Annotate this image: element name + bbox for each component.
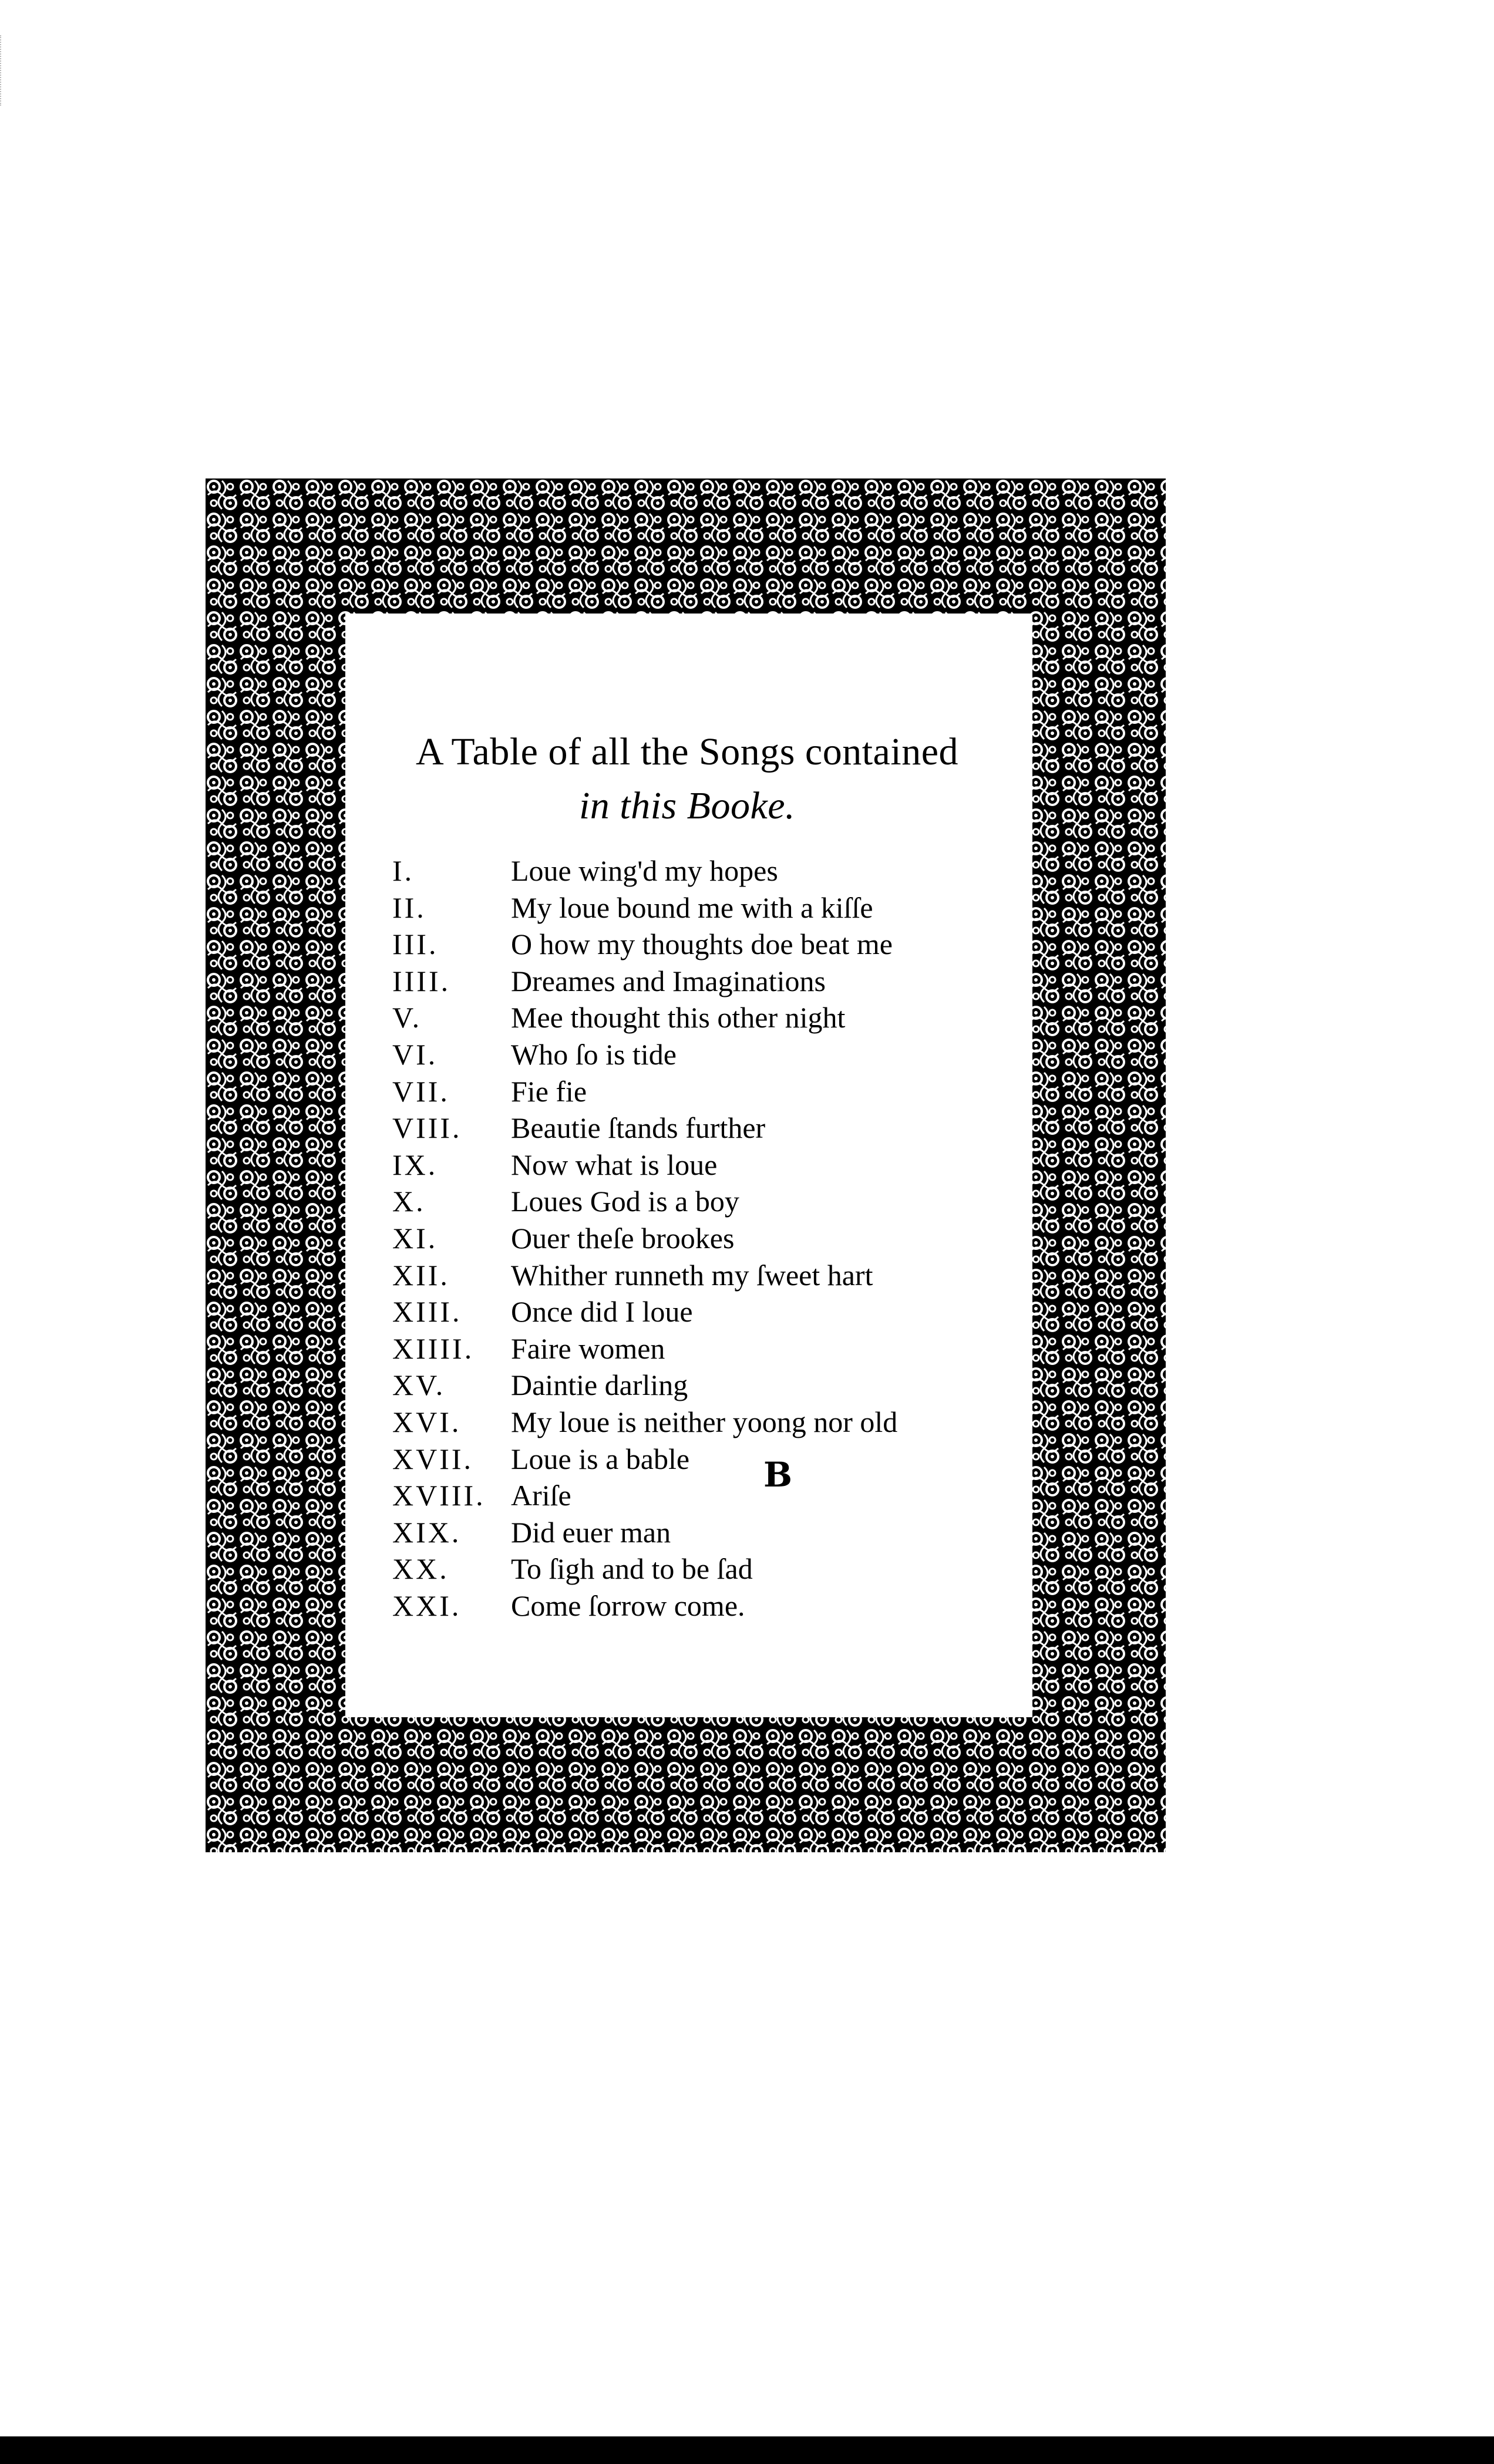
list-item xyxy=(392,1073,1038,1110)
song-title: Fie fie xyxy=(511,1074,587,1108)
title-line-2: in this Booke. xyxy=(578,784,796,827)
scan-bottom-edge xyxy=(0,2436,1494,2464)
list-item xyxy=(392,1587,1038,1624)
list-item xyxy=(392,999,1038,1036)
song-number: XXI. xyxy=(392,1589,462,1622)
song-number: VII. xyxy=(392,1074,450,1108)
song-number: XV. xyxy=(392,1368,446,1402)
list-item xyxy=(392,1441,1038,1478)
list-item xyxy=(392,963,1038,1000)
song-number: VI. xyxy=(392,1037,438,1071)
song-title: Beautie ſtands further xyxy=(511,1111,766,1145)
list-item xyxy=(392,1183,1038,1220)
song-number: X. xyxy=(392,1185,426,1218)
title-line-1: A Table of all the Songs contained xyxy=(416,730,958,773)
song-number: XIX. xyxy=(392,1515,462,1549)
song-title: My loue is neither yoong nor old xyxy=(511,1405,898,1438)
scan-edge-mark xyxy=(0,35,6,106)
song-number: XII. xyxy=(392,1258,450,1292)
list-item xyxy=(392,852,1038,889)
list-item xyxy=(392,1514,1038,1551)
song-number: III. xyxy=(392,928,439,961)
song-title: O how my thoughts doe beat me xyxy=(511,928,893,961)
song-title: Ariſe xyxy=(511,1479,571,1512)
song-title: Whither runneth my ſweet hart xyxy=(511,1258,873,1292)
song-title: Once did I loue xyxy=(511,1295,693,1329)
song-number: I. xyxy=(392,854,415,887)
song-title: Who ſo is tide xyxy=(511,1037,677,1071)
song-number: XVIII. xyxy=(392,1479,486,1512)
list-item xyxy=(392,926,1038,963)
song-title: To ſigh and to be ſad xyxy=(511,1552,753,1586)
list-item xyxy=(392,1257,1038,1294)
list-item xyxy=(392,889,1038,926)
song-number: XVII. xyxy=(392,1442,474,1475)
song-title: Now what is loue xyxy=(511,1148,718,1181)
song-number: IX. xyxy=(392,1148,438,1181)
song-title: Daintie darling xyxy=(511,1368,688,1402)
song-number: XVI. xyxy=(392,1405,462,1438)
song-number: XX. xyxy=(392,1552,449,1586)
song-title: Faire women xyxy=(511,1332,665,1365)
list-item xyxy=(392,1550,1038,1587)
list-item xyxy=(392,1477,1038,1514)
list-item xyxy=(392,1147,1038,1184)
song-number: XIIII. xyxy=(392,1332,475,1365)
list-item xyxy=(392,1404,1038,1441)
list-item xyxy=(392,1367,1038,1404)
list-item xyxy=(392,1036,1038,1073)
signature-mark: B xyxy=(763,1455,793,1495)
song-title: Mee thought this other night xyxy=(511,1001,846,1034)
song-title: My loue bound me with a kiſſe xyxy=(511,891,873,924)
song-title: Loues God is a boy xyxy=(511,1185,739,1218)
song-number: II. xyxy=(392,891,426,924)
song-title: Dreames and Imaginations xyxy=(511,964,826,997)
song-title: Ouer theſe brookes xyxy=(511,1221,735,1255)
list-item xyxy=(392,1220,1038,1257)
page-title xyxy=(329,725,1045,833)
song-title: Loue wing'd my hopes xyxy=(511,854,778,887)
song-title: Come ſorrow come. xyxy=(511,1589,745,1622)
list-item xyxy=(392,1293,1038,1330)
song-number: IIII. xyxy=(392,964,451,997)
song-number: VIII. xyxy=(392,1111,462,1145)
song-title: Did euer man xyxy=(511,1515,671,1549)
song-list xyxy=(392,852,1038,1624)
list-item xyxy=(392,1110,1038,1147)
song-number: XI. xyxy=(392,1221,438,1255)
song-title: Loue is a bable xyxy=(511,1442,690,1475)
song-number: XIII. xyxy=(392,1295,462,1329)
list-item xyxy=(392,1330,1038,1367)
song-number: V. xyxy=(392,1001,422,1034)
